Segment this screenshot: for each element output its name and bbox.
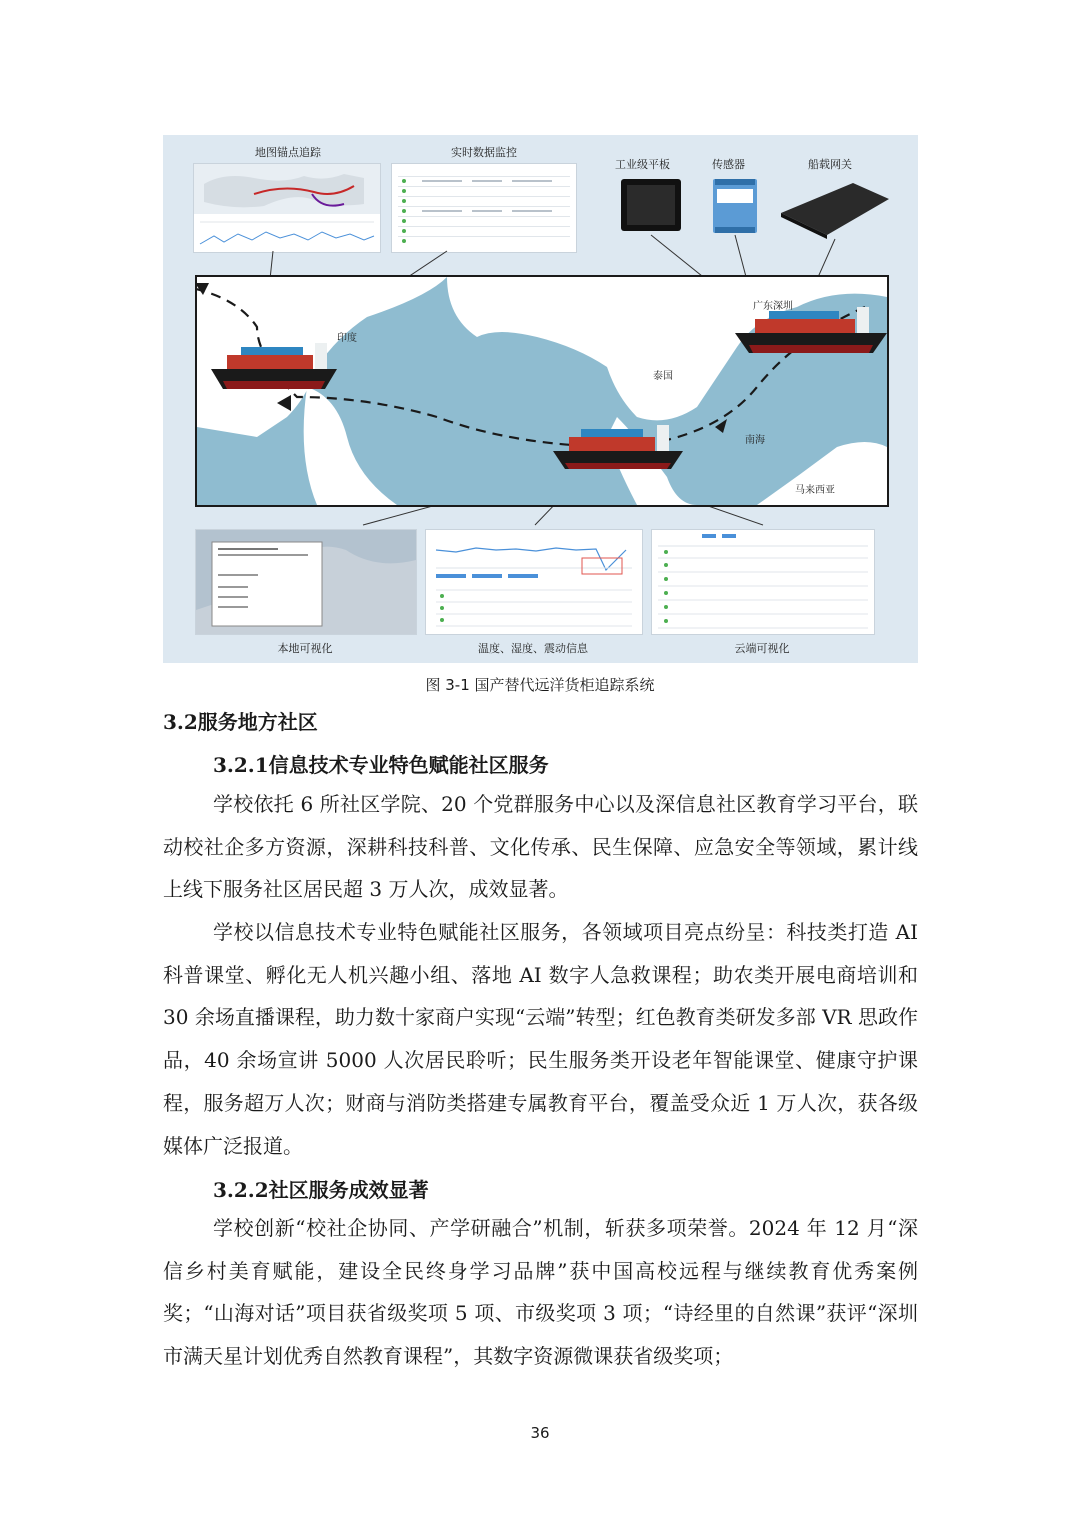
local-visualization-screenshot	[196, 530, 416, 634]
label-local-visualization: 本地可视化	[277, 642, 333, 655]
subsection-heading-3-2-2: 3.2.2社区服务成效显著	[213, 1178, 429, 1202]
section-heading-3-2: 3.2服务地方社区	[163, 710, 318, 734]
route-map	[195, 275, 889, 507]
label-gateway: 船载网关	[808, 158, 852, 171]
panel-env-info	[425, 529, 643, 635]
paragraph-2: 学校以信息技术专业特色赋能社区服务，各领域项目亮点纷呈：科技类打造 AI 科普课堂、孵化无人机兴趣小组、落地 AI 数字人急救课程；助农类开展电商培训和 30 余场直播课程，助力数十家商户实现“云端”转型；红色教育类研发多部 VR 思政作品，40 余场宣讲 5000 人次居民聆听；民生服务类开设老年智能课堂、健康守护课程，服务超万人次；财商与消防类搭建专属教育平台，覆盖受众近 1 万人次，获各级媒体广泛报道。	[163, 920, 918, 1158]
subsection-heading-3-2-1: 3.2.1信息技术专业特色赋能社区服务	[213, 753, 549, 777]
map-label-guangdong: 广东深圳	[753, 301, 793, 312]
figure-caption: 图 3-1 国产替代远洋货柜追踪系统	[425, 676, 655, 694]
gateway-icon	[781, 183, 889, 239]
ship-icon	[553, 425, 683, 469]
panel-local-visualization	[195, 529, 417, 635]
label-env-info: 温度、湿度、震动信息	[478, 642, 588, 655]
panel-cloud-visualization	[651, 529, 875, 635]
paragraph-1: 学校依托 6 所社区学院、20 个党群服务中心以及深信息社区教育学习平台，联动校社企多方资源，深耕科技科普、文化传承、民生保障、应急安全等领域，累计线上线下服务社区居民超 3 万人次，成效显著。	[163, 792, 918, 902]
sensor-icon	[713, 179, 757, 233]
tablet-icon	[621, 179, 681, 231]
label-sensor: 传感器	[712, 158, 745, 171]
map-label-malaysia: 马来西亚	[795, 485, 835, 496]
label-cloud-visualization: 云端可视化	[734, 642, 790, 655]
paragraph-3: 学校创新“校社企协同、产学研融合”机制，斩获多项荣誉。2024 年 12 月“深信乡村美育赋能，建设全民终身学习品牌”获中国高校远程与继续教育优秀案例奖；“山海对话”项目获省级奖项 5 项、市级奖项 3 项；“诗经里的自然课”获评“深圳市满天星计划优秀自然教育课程”，其数字资源微课获省级奖项；	[163, 1216, 918, 1369]
map-label-south-sea: 南海	[745, 435, 765, 446]
page-number: 36	[530, 1424, 550, 1442]
label-realtime-monitor: 实时数据监控	[451, 146, 517, 159]
label-map-tracking: 地图锚点追踪	[255, 146, 321, 159]
map-label-india: 印度	[337, 333, 357, 344]
cloud-visualization-screenshot	[652, 530, 874, 634]
label-tablet: 工业级平板	[615, 158, 670, 171]
figure-cargo-tracking-system	[163, 135, 918, 663]
env-info-screenshot	[426, 530, 642, 634]
map-label-thailand: 泰国	[653, 371, 673, 382]
